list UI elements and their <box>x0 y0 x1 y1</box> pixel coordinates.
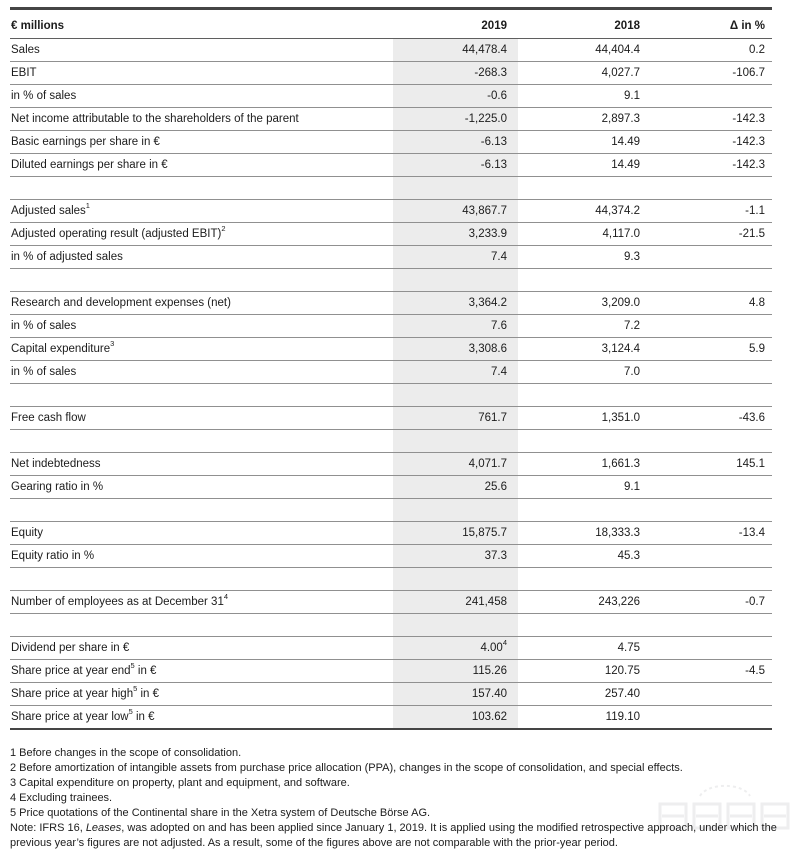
spacer-cell <box>393 568 518 591</box>
value-2018: 1,351.0 <box>518 407 643 430</box>
value-2019: 7.6 <box>393 315 518 338</box>
value-2018: 7.0 <box>518 361 643 384</box>
column-header-metric: € millions <box>10 9 393 39</box>
spacer-cell <box>518 499 643 522</box>
spacer-cell <box>393 614 518 637</box>
value-delta: 145.1 <box>643 453 772 476</box>
row-label: in % of sales <box>10 85 393 108</box>
footnotes-block <box>10 746 794 851</box>
spacer-cell <box>393 177 518 200</box>
row-label: Free cash flow <box>10 407 393 430</box>
value-2019: 157.40 <box>393 683 518 706</box>
table-row <box>10 108 772 131</box>
footnote-ref: 3 <box>110 339 115 349</box>
value-2018: 243,226 <box>518 591 643 614</box>
value-2018: 257.40 <box>518 683 643 706</box>
spacer-cell <box>643 499 772 522</box>
table-row <box>10 62 772 85</box>
value-2018: 44,404.4 <box>518 39 643 62</box>
table-row <box>10 637 772 660</box>
table-row <box>10 315 772 338</box>
value-delta: -13.4 <box>643 522 772 545</box>
footnote-ref: 4 <box>223 592 229 602</box>
value-2018: 119.10 <box>518 706 643 729</box>
note-text: Note: IFRS 16, <box>10 822 86 834</box>
value-2019: -6.13 <box>393 154 518 177</box>
footnote-ref: 2 <box>221 224 226 234</box>
spacer-cell <box>10 614 393 637</box>
row-label: Share price at year high$^5$ in € <box>10 683 393 706</box>
row-label: Net indebtedness <box>10 453 393 476</box>
value-2018: 9.1 <box>518 85 643 108</box>
value-delta: -142.3 <box>643 108 772 131</box>
spacer-cell <box>518 177 643 200</box>
value-2019: 4,071.7 <box>393 453 518 476</box>
spacer-row <box>10 614 772 637</box>
table-header-row <box>10 9 772 39</box>
value-2019: 15,875.7 <box>393 522 518 545</box>
value-2018: 9.3 <box>518 246 643 269</box>
spacer-cell <box>393 499 518 522</box>
value-2018: 4,117.0 <box>518 223 643 246</box>
row-label: Diluted earnings per share in € <box>10 154 393 177</box>
spacer-cell <box>518 568 643 591</box>
value-2018: 4.75 <box>518 637 643 660</box>
spacer-cell <box>518 269 643 292</box>
value-2019: 115.26 <box>393 660 518 683</box>
table-row <box>10 660 772 683</box>
footnote-2: 2 Before amortization of intangible assets from purchase price allocation (PPA), changes in the scope of consolidation, and special effects. <box>10 762 683 774</box>
row-label: Equity <box>10 522 393 545</box>
value-2019: 4.00$^4$ <box>393 637 518 660</box>
spacer-cell <box>10 384 393 407</box>
spacer-cell <box>643 384 772 407</box>
table-row <box>10 85 772 108</box>
footnote-ref: 5 <box>128 706 133 716</box>
spacer-cell <box>518 384 643 407</box>
row-label: Net income attributable to the shareholders of the parent <box>10 108 393 131</box>
value-2019: 37.3 <box>393 545 518 568</box>
row-label: in % of sales <box>10 361 393 384</box>
row-label: Share price at year end$^5$ in € <box>10 660 393 683</box>
value-2019: 761.7 <box>393 407 518 430</box>
row-label: Research and development expenses (net) <box>10 292 393 315</box>
spacer-cell <box>518 430 643 453</box>
row-label: Share price at year low$^5$ in € <box>10 706 393 729</box>
ifrs-note <box>10 821 794 851</box>
spacer-cell <box>643 430 772 453</box>
value-delta <box>643 361 772 384</box>
value-2019: 3,233.9 <box>393 223 518 246</box>
footnote-ref: 5 <box>130 661 135 671</box>
value-2019: 44,478.4 <box>393 39 518 62</box>
value-delta: -4.5 <box>643 660 772 683</box>
spacer-cell <box>643 177 772 200</box>
spacer-cell <box>643 269 772 292</box>
value-delta <box>643 637 772 660</box>
spacer-cell <box>10 269 393 292</box>
spacer-cell <box>10 568 393 591</box>
table-row <box>10 683 772 706</box>
row-label: Number of employees as at December $31^4$ <box>10 591 393 614</box>
spacer-row <box>10 568 772 591</box>
value-2018: 9.1 <box>518 476 643 499</box>
table-row <box>10 453 772 476</box>
spacer-cell <box>10 177 393 200</box>
footnote-5: 5 Price quotations of the Continental share in the Xetra system of Deutsche Börse AG. <box>10 807 431 819</box>
footnote-ref: 1 <box>85 201 90 211</box>
row-label: Dividend per share in € <box>10 637 393 660</box>
value-2019: 7.4 <box>393 246 518 269</box>
footnote-1: 1 Before changes in the scope of consolidation. <box>10 747 242 759</box>
footnote-3: 3 Capital expenditure on property, plant and equipment, and software. <box>10 777 350 789</box>
spacer-cell <box>393 430 518 453</box>
value-2018: 1,661.3 <box>518 453 643 476</box>
spacer-row <box>10 269 772 292</box>
row-label: Basic earnings per share in € <box>10 131 393 154</box>
row-label: Sales <box>10 39 393 62</box>
table-row <box>10 706 772 729</box>
row-label: in % of sales <box>10 315 393 338</box>
value-2018: 14.49 <box>518 131 643 154</box>
table-row <box>10 39 772 62</box>
value-delta: -21.5 <box>643 223 772 246</box>
value-delta <box>643 476 772 499</box>
table-row <box>10 338 772 361</box>
value-2019: 3,308.6 <box>393 338 518 361</box>
value-delta <box>643 683 772 706</box>
spacer-cell <box>393 269 518 292</box>
footnote-4: 4 Excluding trainees. <box>10 792 113 804</box>
value-2019: -0.6 <box>393 85 518 108</box>
note-italic-term: Leases <box>85 822 122 834</box>
value-2019: 7.4 <box>393 361 518 384</box>
value-2018: 7.2 <box>518 315 643 338</box>
value-2019: 103.62 <box>393 706 518 729</box>
row-label: in % of adjusted sales <box>10 246 393 269</box>
value-2019: -268.3 <box>393 62 518 85</box>
spacer-row <box>10 430 772 453</box>
table-row <box>10 200 772 223</box>
table-row <box>10 522 772 545</box>
value-2018: 45.3 <box>518 545 643 568</box>
value-2019: -6.13 <box>393 131 518 154</box>
column-header-delta: Δ in % <box>643 9 772 39</box>
value-2018: 4,027.7 <box>518 62 643 85</box>
spacer-row <box>10 177 772 200</box>
spacer-cell <box>643 614 772 637</box>
value-delta <box>643 246 772 269</box>
table-row <box>10 361 772 384</box>
value-2018: 14.49 <box>518 154 643 177</box>
value-delta: -106.7 <box>643 62 772 85</box>
value-delta: -142.3 <box>643 131 772 154</box>
value-2019: 241,458 <box>393 591 518 614</box>
table-row <box>10 545 772 568</box>
column-header-2018: 2018 <box>518 9 643 39</box>
value-2019: 3,364.2 <box>393 292 518 315</box>
row-label: Gearing ratio in % <box>10 476 393 499</box>
table-row <box>10 154 772 177</box>
value-delta: -0.7 <box>643 591 772 614</box>
value-2019: 43,867.7 <box>393 200 518 223</box>
value-2019: 25.6 <box>393 476 518 499</box>
spacer-cell <box>518 614 643 637</box>
value-delta: 0.2 <box>643 39 772 62</box>
spacer-cell <box>393 384 518 407</box>
value-delta: -43.6 <box>643 407 772 430</box>
column-header-2019: 2019 <box>393 9 518 39</box>
value-delta <box>643 706 772 729</box>
value-2018: 3,124.4 <box>518 338 643 361</box>
spacer-row <box>10 499 772 522</box>
note-text-continued: , was adopted on and has been applied since January 1, 2019. It is applied using the modified retrospective approach, under which the previous year’s figures are not adjusted. As a result, some of the figures above are not comparable with the prior-year period. <box>10 822 777 849</box>
spacer-cell <box>643 568 772 591</box>
key-figures-table <box>10 7 772 730</box>
table-row <box>10 476 772 499</box>
value-2018: 44,374.2 <box>518 200 643 223</box>
spacer-cell <box>10 430 393 453</box>
value-delta <box>643 85 772 108</box>
footnote-ref: 5 <box>133 684 138 694</box>
spacer-cell <box>10 499 393 522</box>
footnote-ref: 4 <box>502 638 507 648</box>
value-delta <box>643 545 772 568</box>
value-delta <box>643 315 772 338</box>
table-row <box>10 407 772 430</box>
row-label: EBIT <box>10 62 393 85</box>
table-row <box>10 591 772 614</box>
value-delta: -1.1 <box>643 200 772 223</box>
value-delta: 4.8 <box>643 292 772 315</box>
value-2018: 2,897.3 <box>518 108 643 131</box>
value-2018: 18,333.3 <box>518 522 643 545</box>
table-row <box>10 292 772 315</box>
table-row <box>10 131 772 154</box>
row-label: Adjusted sales$^1$ <box>10 200 393 223</box>
value-2018: 3,209.0 <box>518 292 643 315</box>
row-label: Equity ratio in % <box>10 545 393 568</box>
value-delta: -142.3 <box>643 154 772 177</box>
value-2019: -1,225.0 <box>393 108 518 131</box>
value-2018: 120.75 <box>518 660 643 683</box>
row-label: Capital expenditure$^3$ <box>10 338 393 361</box>
table-row <box>10 246 772 269</box>
spacer-row <box>10 384 772 407</box>
row-label: Adjusted operating result (adjusted EBIT)$^2$ <box>10 223 393 246</box>
table-row <box>10 223 772 246</box>
value-delta: 5.9 <box>643 338 772 361</box>
